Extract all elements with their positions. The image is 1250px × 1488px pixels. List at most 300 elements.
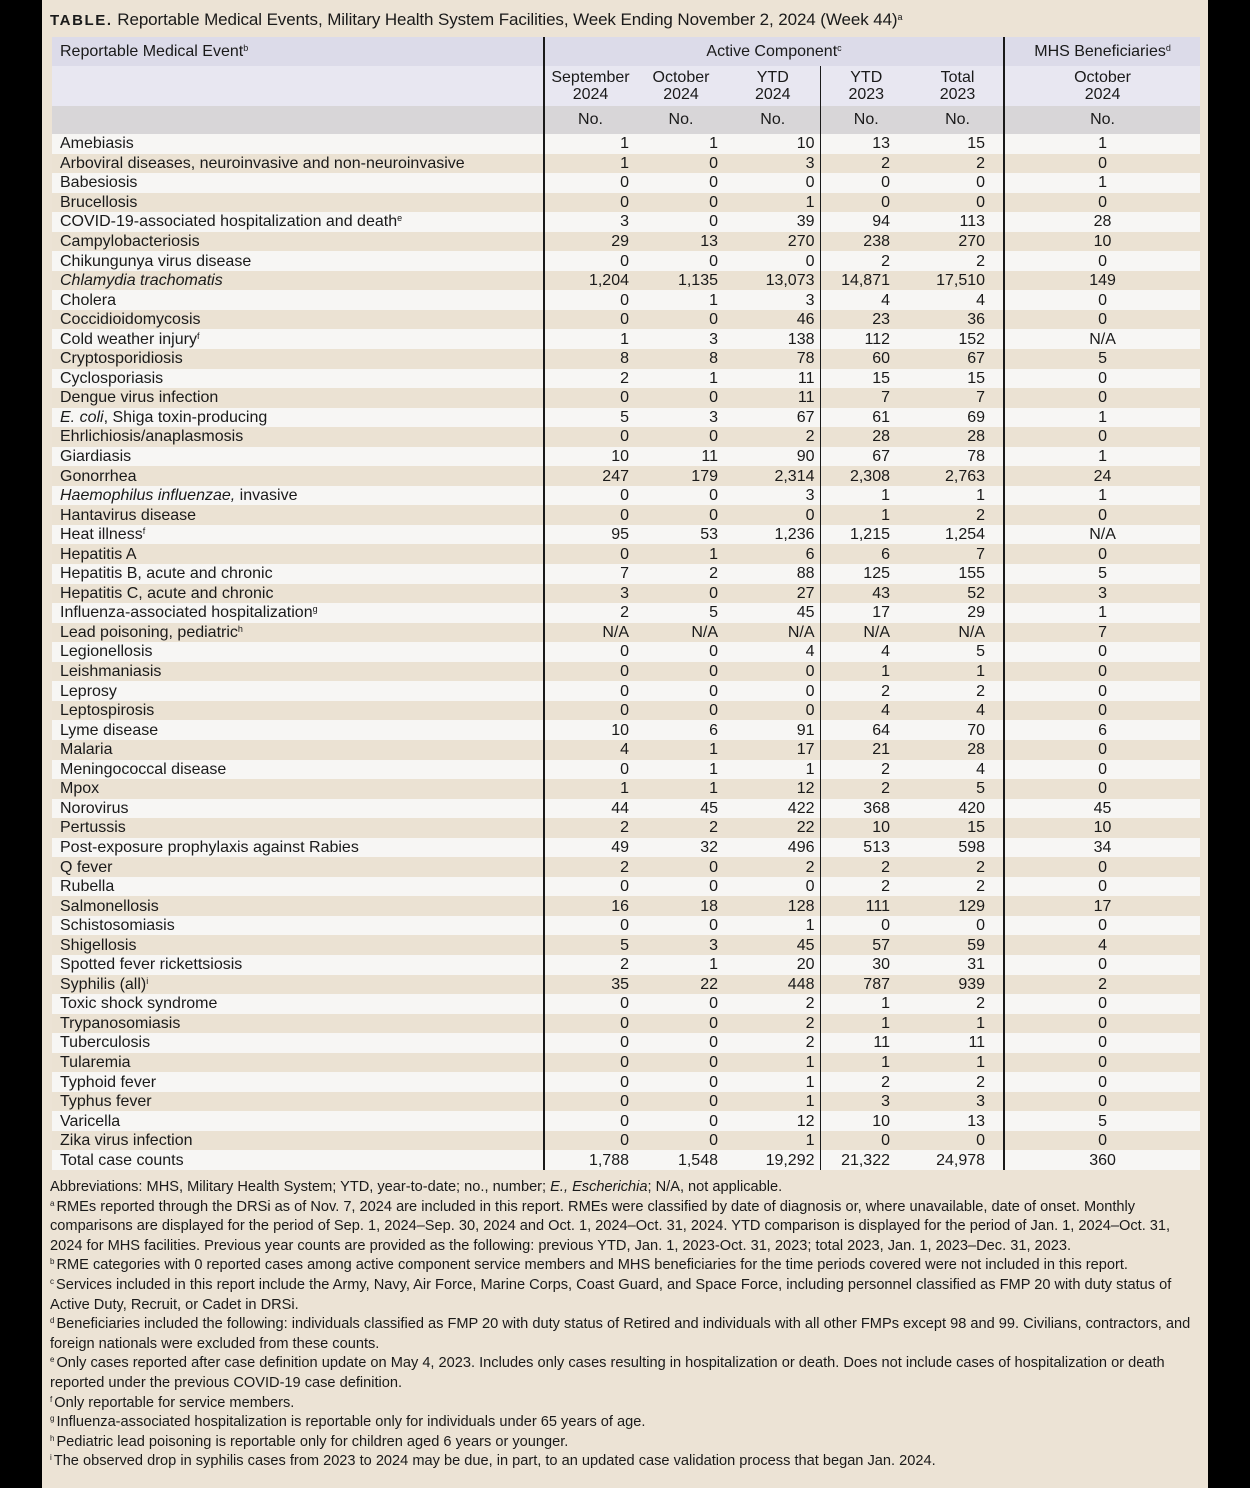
event-name: Influenza-associated hospitalization$^g$: [52, 603, 544, 623]
active-count: 43: [820, 584, 912, 604]
active-count: N/A: [636, 623, 726, 643]
active-count: 17: [820, 603, 912, 623]
beneficiaries-count: 1: [1004, 486, 1200, 506]
active-count: N/A: [820, 623, 912, 643]
active-count: 90: [726, 447, 820, 467]
active-count: 2: [726, 1033, 820, 1053]
active-count: 1: [636, 544, 726, 564]
active-count: 8: [544, 349, 636, 369]
table-row: [52, 701, 1200, 721]
event-name: Varicella: [52, 1111, 544, 1131]
active-count: 91: [726, 720, 820, 740]
table-row: [52, 603, 1200, 623]
table-row: [52, 916, 1200, 936]
table-row: [52, 212, 1200, 232]
event-name: Dengue virus infection: [52, 388, 544, 408]
event-name: Cryptosporidiosis: [52, 349, 544, 369]
table-row: [52, 447, 1200, 467]
unit-label: No.: [1004, 106, 1200, 134]
active-count: 1: [820, 505, 912, 525]
event-name: Giardiasis: [52, 447, 544, 467]
active-count: 88: [726, 564, 820, 584]
active-count: 1: [820, 662, 912, 682]
active-count: 0: [636, 173, 726, 193]
active-count: 64: [820, 720, 912, 740]
active-count: 0: [636, 310, 726, 330]
event-name: Babesiosis: [52, 173, 544, 193]
active-count: 0: [544, 193, 636, 213]
event-name: Cholera: [52, 290, 544, 310]
active-count: 2: [820, 877, 912, 897]
rme-table: [52, 37, 1200, 1170]
header-mhs-beneficiaries: MHS Beneficiaries$^d$: [1004, 37, 1200, 66]
beneficiaries-count: 0: [1004, 701, 1200, 721]
active-count: 49: [544, 838, 636, 858]
active-count: 2: [820, 681, 912, 701]
table-row: [52, 818, 1200, 838]
active-count: 128: [726, 896, 820, 916]
table-row: [52, 349, 1200, 369]
header-blank: [52, 106, 544, 134]
active-count: 2: [912, 1072, 1004, 1092]
active-count: 4: [820, 642, 912, 662]
active-count: 4: [726, 642, 820, 662]
active-count: 129: [912, 896, 1004, 916]
active-count: 0: [544, 310, 636, 330]
active-count: 67: [912, 349, 1004, 369]
active-count: 3: [726, 290, 820, 310]
active-count: 15: [820, 369, 912, 389]
active-count: 3: [636, 408, 726, 428]
active-count: 78: [912, 447, 1004, 467]
beneficiaries-count: 7: [1004, 623, 1200, 643]
active-count: 53: [636, 525, 726, 545]
active-count: 1: [544, 779, 636, 799]
table-row: [52, 623, 1200, 643]
active-count: 1: [544, 134, 636, 154]
active-count: 111: [820, 896, 912, 916]
active-count: 13: [912, 1111, 1004, 1131]
table-row: [52, 173, 1200, 193]
active-count: 21: [820, 740, 912, 760]
active-count: 1: [726, 1092, 820, 1112]
beneficiaries-count: 0: [1004, 310, 1200, 330]
active-count: 1: [820, 1053, 912, 1073]
active-count: 238: [820, 232, 912, 252]
beneficiaries-count: 1: [1004, 408, 1200, 428]
event-name: Amebiasis: [52, 134, 544, 154]
beneficiaries-count: 0: [1004, 427, 1200, 447]
active-count: 1: [726, 916, 820, 936]
active-count: 2: [912, 857, 1004, 877]
table-row: [52, 1111, 1200, 1131]
event-name: Toxic shock syndrome: [52, 994, 544, 1014]
active-count: 10: [820, 818, 912, 838]
table-row: [52, 1131, 1200, 1151]
table-row: [52, 1014, 1200, 1034]
active-count: 0: [636, 1053, 726, 1073]
beneficiaries-count: 0: [1004, 1014, 1200, 1034]
event-name: E. coli, Shiga toxin-producing: [52, 408, 544, 428]
active-count: 67: [726, 408, 820, 428]
active-count: 0: [820, 916, 912, 936]
active-count: 1,254: [912, 525, 1004, 545]
active-count: 4: [544, 740, 636, 760]
active-count: 2: [912, 154, 1004, 174]
active-count: 1: [726, 193, 820, 213]
active-count: N/A: [912, 623, 1004, 643]
table-row: [52, 505, 1200, 525]
beneficiaries-count: 0: [1004, 1131, 1200, 1151]
active-count: 0: [636, 916, 726, 936]
active-count: 0: [636, 388, 726, 408]
table-row: [52, 369, 1200, 389]
table-row: [52, 896, 1200, 916]
active-count: 1: [636, 779, 726, 799]
beneficiaries-count: 1: [1004, 173, 1200, 193]
footnote-a: $^a$ RMEs reported through the DRSi as of Nov. 7, 2024 are included in this report. RMEs were classified by date of diagnosis or, where unavailable, date of onset. Monthly comparisons are displayed for the period of Sep. 1, 2024–Sep. 30, 2024 and Oct. 1, 2024–Oct. 31, 2024. YTD comparison is displayed for the period of Jan. 1, 2024–Oct. 31, 2024 for MHS facilities. Previous year counts are provided as the following: previous YTD, Jan. 1, 2023-Oct. 31, 2023; total 2023, Jan. 1, 2023–Dec. 31, 2023.: [50, 1198, 1171, 1254]
event-name: Leprosy: [52, 681, 544, 701]
active-count: 0: [726, 505, 820, 525]
event-name: Legionellosis: [52, 642, 544, 662]
table-row: [52, 662, 1200, 682]
beneficiaries-count: 28: [1004, 212, 1200, 232]
active-count: 20: [726, 955, 820, 975]
beneficiaries-count: 0: [1004, 916, 1200, 936]
active-count: 14,871: [820, 271, 912, 291]
active-count: 5: [544, 408, 636, 428]
active-count: 0: [726, 173, 820, 193]
event-name: Total case counts: [52, 1150, 544, 1170]
footnote-e: $^e$ Only cases reported after case definition update on May 4, 2023. Includes only cases resulting in hospitalization or death. Does not include cases of hospitalization or death reported under the previous COVID-19 case definition.: [50, 1355, 1165, 1391]
event-name: Cold weather injury$^f$: [52, 329, 544, 349]
active-count: 0: [636, 857, 726, 877]
table-row: [52, 564, 1200, 584]
active-count: 2: [820, 779, 912, 799]
active-count: 422: [726, 799, 820, 819]
active-count: 2,763: [912, 466, 1004, 486]
table-row: [52, 544, 1200, 564]
total-row: [52, 1150, 1200, 1170]
beneficiaries-count: 45: [1004, 799, 1200, 819]
beneficiaries-count: 6: [1004, 720, 1200, 740]
active-count: 0: [820, 193, 912, 213]
active-count: 0: [636, 1092, 726, 1112]
event-name: Leishmaniasis: [52, 662, 544, 682]
beneficiaries-count: 5: [1004, 564, 1200, 584]
active-count: 0: [912, 916, 1004, 936]
unit-label: No.: [544, 106, 636, 134]
active-count: 31: [912, 955, 1004, 975]
beneficiaries-count: N/A: [1004, 525, 1200, 545]
active-count: 4: [820, 701, 912, 721]
header-col-ytd-2024: YTD 2024: [726, 66, 820, 106]
active-count: 21,322: [820, 1150, 912, 1170]
event-name: Hepatitis C, acute and chronic: [52, 584, 544, 604]
active-count: 0: [636, 681, 726, 701]
beneficiaries-count: 0: [1004, 779, 1200, 799]
footnote-g: $^g$ Influenza-associated hospitalization is reportable only for individuals under 65 years of age.: [50, 1414, 646, 1431]
active-count: 27: [726, 584, 820, 604]
table-row: [52, 857, 1200, 877]
table-row: [52, 154, 1200, 174]
beneficiaries-count: 0: [1004, 760, 1200, 780]
active-count: 1: [820, 994, 912, 1014]
active-count: 3: [636, 329, 726, 349]
active-count: 0: [636, 1033, 726, 1053]
event-name: Shigellosis: [52, 935, 544, 955]
beneficiaries-count: 0: [1004, 955, 1200, 975]
active-count: 2: [544, 369, 636, 389]
table-row: [52, 427, 1200, 447]
event-name: Lyme disease: [52, 720, 544, 740]
active-count: 0: [636, 193, 726, 213]
active-count: 125: [820, 564, 912, 584]
active-count: 0: [544, 916, 636, 936]
beneficiaries-count: 0: [1004, 740, 1200, 760]
active-count: 7: [820, 388, 912, 408]
active-count: 270: [912, 232, 1004, 252]
active-count: 22: [726, 818, 820, 838]
active-count: 15: [912, 818, 1004, 838]
active-count: 2: [726, 427, 820, 447]
event-name: Post-exposure prophylaxis against Rabies: [52, 838, 544, 858]
table-title: [50, 9, 902, 32]
active-count: 10: [544, 720, 636, 740]
active-count: 6: [636, 720, 726, 740]
event-name: Lead poisoning, pediatric$^h$: [52, 623, 544, 643]
beneficiaries-count: 17: [1004, 896, 1200, 916]
unit-label: No.: [636, 106, 726, 134]
active-count: 5: [636, 603, 726, 623]
active-count: 0: [636, 505, 726, 525]
header-col-sep-2024: September 2024: [544, 66, 636, 106]
active-count: 2: [820, 760, 912, 780]
table-row: [52, 329, 1200, 349]
beneficiaries-count: 0: [1004, 857, 1200, 877]
beneficiaries-count: 0: [1004, 193, 1200, 213]
active-count: 1,135: [636, 271, 726, 291]
beneficiaries-count: 24: [1004, 466, 1200, 486]
event-name: Chlamydia trachomatis: [52, 271, 544, 291]
active-count: 7: [912, 388, 1004, 408]
table-row: [52, 740, 1200, 760]
beneficiaries-count: 0: [1004, 1053, 1200, 1073]
active-count: 12: [726, 1111, 820, 1131]
active-count: 1: [912, 1053, 1004, 1073]
beneficiaries-count: 0: [1004, 642, 1200, 662]
table-label: TABLE.: [50, 12, 113, 29]
table-row: [52, 994, 1200, 1014]
active-count: 6: [820, 544, 912, 564]
active-count: 0: [636, 701, 726, 721]
event-name: Cyclosporiasis: [52, 369, 544, 389]
active-count: 60: [820, 349, 912, 369]
active-count: 1,215: [820, 525, 912, 545]
abbreviations-note: Abbreviations: MHS, Military Health System; YTD, year-to-date; no., number; E., Escherichia; N/A, not applicable.: [50, 1179, 783, 1195]
active-count: 15: [912, 134, 1004, 154]
active-count: 7: [912, 544, 1004, 564]
event-name: Hepatitis A: [52, 544, 544, 564]
active-count: 598: [912, 838, 1004, 858]
active-count: 24,978: [912, 1150, 1004, 1170]
table-row: [52, 486, 1200, 506]
active-count: 0: [544, 427, 636, 447]
active-count: 2: [820, 251, 912, 271]
event-name: Campylobacteriosis: [52, 232, 544, 252]
footnotes: [50, 1178, 1200, 1472]
active-count: 0: [544, 760, 636, 780]
active-count: 18: [636, 896, 726, 916]
active-count: 5: [912, 779, 1004, 799]
active-count: 2: [820, 1072, 912, 1092]
active-count: 448: [726, 975, 820, 995]
active-count: 45: [636, 799, 726, 819]
event-name: Coccidioidomycosis: [52, 310, 544, 330]
event-name: Meningococcal disease: [52, 760, 544, 780]
active-count: 0: [912, 193, 1004, 213]
active-count: 1: [636, 134, 726, 154]
active-count: 28: [820, 427, 912, 447]
table-row: [52, 760, 1200, 780]
active-count: 0: [636, 662, 726, 682]
table-row: [52, 584, 1200, 604]
footnote-f: $^f$ Only reportable for service members.: [50, 1394, 295, 1411]
active-count: 44: [544, 799, 636, 819]
active-count: 0: [636, 212, 726, 232]
event-name: Zika virus infection: [52, 1131, 544, 1151]
event-name: Trypanosomiasis: [52, 1014, 544, 1034]
active-count: 13,073: [726, 271, 820, 291]
active-count: 0: [544, 681, 636, 701]
beneficiaries-count: 0: [1004, 1092, 1200, 1112]
event-name: Schistosomiasis: [52, 916, 544, 936]
active-count: 2,308: [820, 466, 912, 486]
active-count: 28: [912, 740, 1004, 760]
active-count: 4: [912, 290, 1004, 310]
table-row: [52, 1053, 1200, 1073]
active-count: 22: [636, 975, 726, 995]
event-name: Syphilis (all)$^i$: [52, 975, 544, 995]
active-count: 1,204: [544, 271, 636, 291]
active-count: 17: [726, 740, 820, 760]
unit-label: No.: [726, 106, 820, 134]
active-count: 11: [912, 1033, 1004, 1053]
active-count: 69: [912, 408, 1004, 428]
active-count: 0: [636, 154, 726, 174]
beneficiaries-count: 0: [1004, 251, 1200, 271]
active-count: 57: [820, 935, 912, 955]
active-count: 0: [544, 486, 636, 506]
active-count: 2: [544, 603, 636, 623]
active-count: 46: [726, 310, 820, 330]
active-count: 11: [726, 369, 820, 389]
event-name: Pertussis: [52, 818, 544, 838]
active-count: 0: [544, 1053, 636, 1073]
table-body: [52, 134, 1200, 1170]
active-count: 247: [544, 466, 636, 486]
event-name: Rubella: [52, 877, 544, 897]
table-row: [52, 525, 1200, 545]
active-count: 78: [726, 349, 820, 369]
active-count: 2: [912, 681, 1004, 701]
footnote-mark: a: [897, 12, 903, 22]
beneficiaries-count: 5: [1004, 1111, 1200, 1131]
active-count: 12: [726, 779, 820, 799]
active-count: 2: [544, 955, 636, 975]
active-count: 112: [820, 329, 912, 349]
active-count: 3: [726, 486, 820, 506]
active-count: N/A: [544, 623, 636, 643]
active-count: 1: [636, 955, 726, 975]
active-count: 3: [544, 212, 636, 232]
table-row: [52, 408, 1200, 428]
beneficiaries-count: 0: [1004, 1072, 1200, 1092]
active-count: 1: [726, 1131, 820, 1151]
beneficiaries-count: 0: [1004, 154, 1200, 174]
beneficiaries-count: 360: [1004, 1150, 1200, 1170]
document-panel: [42, 0, 1208, 1488]
beneficiaries-count: 10: [1004, 818, 1200, 838]
active-count: 155: [912, 564, 1004, 584]
active-count: 0: [544, 1072, 636, 1092]
beneficiaries-count: 0: [1004, 877, 1200, 897]
header-col-oct-2024: October 2024: [636, 66, 726, 106]
active-count: 1,236: [726, 525, 820, 545]
active-count: 368: [820, 799, 912, 819]
active-count: 3: [726, 154, 820, 174]
event-name: Ehrlichiosis/anaplasmosis: [52, 427, 544, 447]
active-count: 10: [726, 134, 820, 154]
active-count: 3: [636, 935, 726, 955]
beneficiaries-count: 0: [1004, 290, 1200, 310]
active-count: 0: [636, 486, 726, 506]
active-count: 0: [544, 1092, 636, 1112]
table-row: [52, 779, 1200, 799]
footnote-i: $^i$ The observed drop in syphilis cases from 2023 to 2024 may be due, in part, to an updated case validation process that began Jan. 2024.: [50, 1453, 936, 1470]
event-name: Chikungunya virus disease: [52, 251, 544, 271]
event-name: Typhus fever: [52, 1092, 544, 1112]
active-count: 1: [912, 486, 1004, 506]
active-count: 1: [726, 760, 820, 780]
active-count: 0: [544, 642, 636, 662]
active-count: 10: [544, 447, 636, 467]
beneficiaries-count: 3: [1004, 584, 1200, 604]
beneficiaries-count: 149: [1004, 271, 1200, 291]
active-count: 59: [912, 935, 1004, 955]
active-count: 4: [912, 701, 1004, 721]
active-count: 2: [636, 564, 726, 584]
header-blank: [52, 66, 544, 106]
active-count: 0: [544, 388, 636, 408]
event-name: Tularemia: [52, 1053, 544, 1073]
active-count: 1,548: [636, 1150, 726, 1170]
active-count: 4: [820, 290, 912, 310]
active-count: 52: [912, 584, 1004, 604]
table-row: [52, 720, 1200, 740]
active-count: 13: [636, 232, 726, 252]
active-count: 2: [820, 857, 912, 877]
beneficiaries-count: N/A: [1004, 329, 1200, 349]
active-count: 2: [726, 994, 820, 1014]
event-name: Leptospirosis: [52, 701, 544, 721]
footnote-h: $^h$ Pediatric lead poisoning is reportable only for children aged 6 years or younger.: [50, 1433, 569, 1450]
active-count: 2: [912, 994, 1004, 1014]
event-name: Arboviral diseases, neuroinvasive and non-neuroinvasive: [52, 154, 544, 174]
active-count: 0: [636, 642, 726, 662]
active-count: 39: [726, 212, 820, 232]
active-count: 152: [912, 329, 1004, 349]
